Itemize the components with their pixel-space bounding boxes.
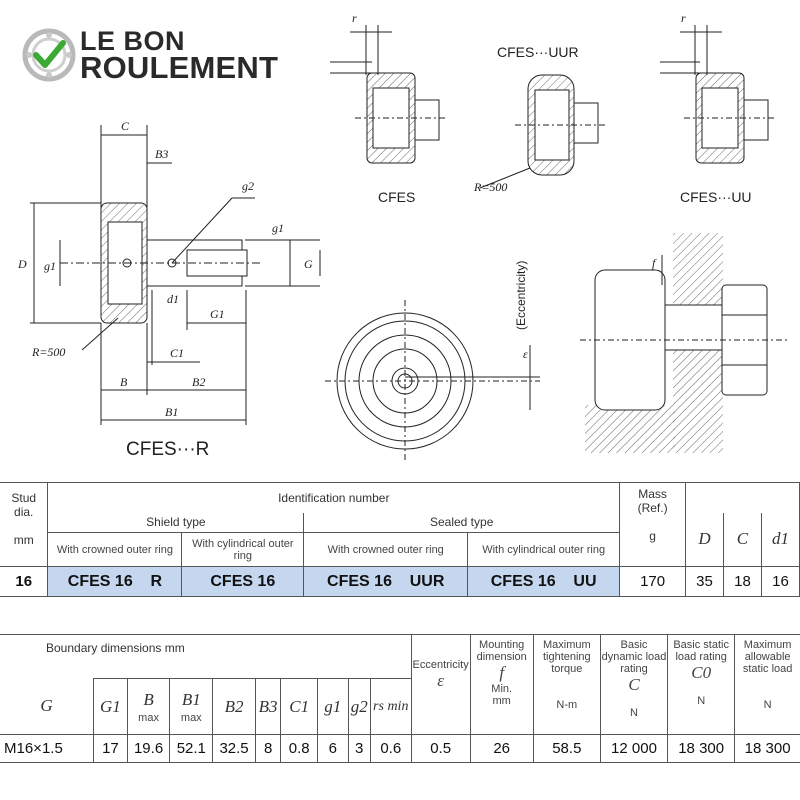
col-b3: B3 (255, 679, 280, 735)
caption-cfes-uur: CFES···UUR (497, 44, 579, 60)
col-b1: B1 max (170, 679, 213, 735)
shield-header: Shield type (48, 513, 304, 533)
dim-d1-label: d1 (167, 292, 179, 306)
caption-cfes: CFES (378, 189, 416, 205)
b1-value: 52.1 (170, 735, 213, 763)
dim-r-label-1: r (352, 11, 357, 25)
col-g1: G1 (94, 679, 128, 735)
dim-g-label: G (304, 257, 313, 271)
col-c1: C1 (281, 679, 318, 735)
caption-cfes-r: CFES···R (126, 439, 210, 460)
cfes-front-view (325, 300, 540, 460)
header-c: C (724, 513, 762, 567)
g-value: M16×1.5 (0, 735, 94, 763)
caption-cfes-uu: CFES···UU (680, 189, 752, 205)
dims-header-blank (686, 483, 800, 513)
logo-line-1: LE BON (80, 26, 186, 56)
col-b: B max (127, 679, 170, 735)
d-value: 35 (686, 567, 724, 597)
b-value: 19.6 (127, 735, 170, 763)
radius-label-left: R=500 (32, 345, 66, 359)
boundary-header: Boundary dimensions mm (0, 635, 411, 679)
b3-value: 8 (255, 735, 280, 763)
stud-dia-value: 16 (0, 567, 48, 597)
radius-label-uur: R=500 (474, 180, 508, 194)
eccentricity-header: Eccentricity ε (411, 635, 470, 735)
boundary-table (0, 634, 800, 763)
col-g: G (0, 679, 94, 735)
dynamic-load-header: Basic dynamic load rating C N (600, 635, 667, 735)
static-load-value: 18 300 (668, 735, 735, 763)
dim-g1-shaft-label: G1 (210, 307, 225, 321)
col-g2: g2 (348, 679, 370, 735)
dim-b2-label: B2 (192, 375, 206, 389)
torque-value: 58.5 (533, 735, 600, 763)
col-b2: B2 (213, 679, 256, 735)
cylindrical-header-1: With cylindrical outer ring (182, 533, 304, 567)
cylindrical-header-2: With cylindrical outer ring (468, 533, 620, 567)
identification-table (0, 482, 800, 597)
mass-header: Mass (Ref.) g (620, 483, 686, 567)
dim-b-label: B (120, 375, 128, 389)
part-cfes-uur: CFES 16 UUR (304, 567, 468, 597)
crowned-header-2: With crowned outer ring (304, 533, 468, 567)
part-cfes-uu: CFES 16 UU (468, 567, 620, 597)
dim-g2-label: g2 (242, 179, 254, 193)
part-cfes: CFES 16 (182, 567, 304, 597)
f-value: 26 (470, 735, 533, 763)
cfes-mounting-view (580, 233, 790, 453)
b2-value: 32.5 (213, 735, 256, 763)
eps-value: 0.5 (411, 735, 470, 763)
g1-value: 17 (94, 735, 128, 763)
dim-r-label-2: r (681, 11, 686, 25)
dim-f-label: f (652, 256, 656, 270)
eccentricity-label: (Eccentricity) (514, 260, 528, 330)
dim-eps-label: ε (523, 347, 528, 361)
allowable-load-value: 18 300 (735, 735, 800, 763)
dim-b3-label: B3 (155, 147, 169, 161)
c-value: 18 (724, 567, 762, 597)
g2-value: 3 (348, 735, 370, 763)
rsmin-value: 0.6 (370, 735, 411, 763)
stud-dia-header: Stud dia. mm (0, 483, 48, 567)
dim-b1-label: B1 (165, 405, 179, 419)
c1-value: 0.8 (281, 735, 318, 763)
g1-small-value: 6 (317, 735, 348, 763)
dim-d-label: D (18, 257, 27, 271)
header-d: D (686, 513, 724, 567)
dim-g1-label: g1 (272, 221, 284, 235)
crowned-header-1: With crowned outer ring (48, 533, 182, 567)
dim-g1-left-label: g1 (44, 259, 56, 273)
col-g1-small: g1 (317, 679, 348, 735)
cfes-r-side-view (30, 125, 320, 425)
sealed-header: Sealed type (304, 513, 620, 533)
header-d1: d1 (761, 513, 799, 567)
d1-value: 16 (761, 567, 799, 597)
allowable-load-header: Maximum allowable static load N (735, 635, 800, 735)
dynamic-load-value: 12 000 (600, 735, 667, 763)
static-load-header: Basic static load rating C0 N (668, 635, 735, 735)
torque-header: Maximum tightening torque N-m (533, 635, 600, 735)
mounting-header: Mounting dimension f Min. mm (470, 635, 533, 735)
part-cfes-r: CFES 16 R (48, 567, 182, 597)
dim-c1-label: C1 (170, 346, 185, 360)
col-rsmin: rs min (370, 679, 411, 735)
mass-value: 170 (620, 567, 686, 597)
ident-header: Identification number (48, 483, 620, 513)
dim-c-label: C (121, 119, 130, 133)
logo-line-2: ROULEMENT (80, 50, 279, 85)
